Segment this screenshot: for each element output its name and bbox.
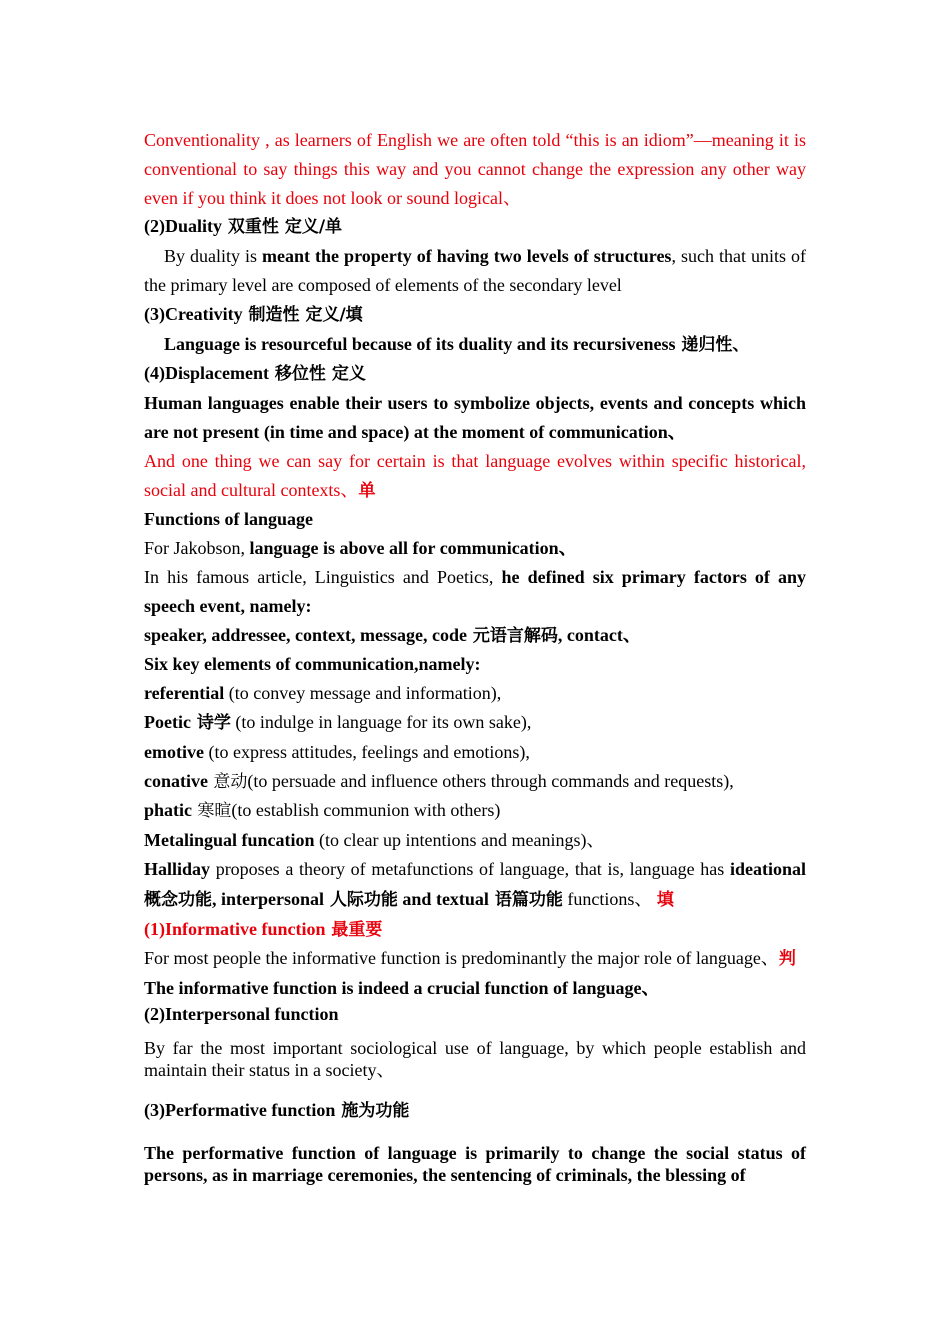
function-referential bbox=[144, 679, 806, 708]
referential-term: referential bbox=[144, 683, 225, 704]
performative-note: 施为功能 bbox=[335, 1100, 410, 1121]
function-metalingual bbox=[144, 826, 806, 855]
informative-text: For most people the informative function is predominantly the major role of language、 bbox=[144, 948, 779, 969]
displacement-definition: Human languages enable their users to symbolize objects, events and concepts which are not present (in time and space) at the moment of communication、 bbox=[144, 393, 806, 442]
informative-paragraph bbox=[144, 944, 806, 974]
duality-def-rest: , such that units of the primary level are composed of elements of the secondary level bbox=[144, 246, 806, 295]
halliday-interpersonal-note: 人际功能 bbox=[324, 889, 398, 910]
referential-desc: (to convey message and information), bbox=[224, 683, 502, 704]
informative-title: (1)Informative function bbox=[144, 918, 326, 939]
factors-line bbox=[144, 621, 806, 651]
halliday-textual-note: 语篇功能 bbox=[488, 889, 563, 910]
jakobson-lead: For Jakobson, bbox=[144, 538, 250, 559]
performative-paragraph: The performative function of language is primarily to change the social status of persons, as in marriage ceremonies, the sentencing of criminals, the blessing of bbox=[144, 1142, 806, 1185]
article-paragraph bbox=[144, 563, 806, 621]
metalingual-desc: (to clear up intentions and meanings)、 bbox=[314, 830, 605, 851]
informative-tag: 判 bbox=[778, 949, 796, 970]
halliday-ideational: ideational bbox=[729, 858, 806, 879]
function-phatic bbox=[144, 796, 806, 826]
conative-note: 意动 bbox=[207, 771, 248, 792]
emotive-term: emotive bbox=[144, 741, 204, 762]
conative-term: conative bbox=[144, 770, 208, 791]
performative-heading bbox=[144, 1099, 806, 1122]
displacement-heading bbox=[144, 359, 806, 389]
conventionality-paragraph: Conventionality , as learners of English we are often told “this is an idiom”—meaning it is conventional to say things this way and you cannot change the expression any other way even if you think it does not look or sound logical、 bbox=[144, 130, 806, 208]
function-emotive bbox=[144, 738, 806, 767]
creativity-note: 制造性 定义/填 bbox=[242, 304, 363, 325]
emotive-desc: (to express attitudes, feelings and emotions), bbox=[203, 741, 530, 762]
halliday-paragraph bbox=[144, 855, 806, 915]
informative-bold-statement: The informative function is indeed a crucial function of language、 bbox=[144, 978, 660, 999]
duality-definition bbox=[144, 242, 806, 300]
evolve-paragraph bbox=[144, 447, 806, 506]
creativity-def-note: 递归性、 bbox=[675, 334, 750, 355]
phatic-note: 寒暄 bbox=[192, 801, 232, 822]
performative-title: (3)Performative function bbox=[144, 1099, 336, 1120]
phatic-term: phatic bbox=[144, 800, 193, 821]
halliday-tail: functions、 bbox=[562, 888, 657, 909]
duality-title: (2)Duality bbox=[144, 216, 222, 237]
halliday-lead: proposes a theory of metafunctions of language, that is, language has bbox=[210, 858, 730, 879]
phatic-desc: (to establish communion with others) bbox=[231, 800, 501, 821]
function-poetic bbox=[144, 708, 806, 738]
document-page bbox=[144, 126, 806, 1186]
informative-note: 最重要 bbox=[325, 919, 383, 940]
halliday-textual: and textual bbox=[397, 888, 489, 909]
halliday-name: Halliday bbox=[144, 858, 211, 879]
displacement-title: (4)Displacement bbox=[144, 363, 269, 384]
evolve-text: And one thing we can say for certain is that language evolves within specific historical, social and cultural contexts、 bbox=[144, 450, 806, 500]
duality-def-bold: meant the property of having two levels of structures bbox=[262, 246, 672, 267]
interpersonal-heading: (2)Interpersonal function bbox=[144, 1003, 339, 1024]
creativity-heading bbox=[144, 300, 806, 330]
factors-a: speaker, addressee, context, message, code bbox=[144, 624, 467, 645]
halliday-ideational-note: 概念功能 bbox=[144, 889, 212, 910]
function-conative bbox=[144, 767, 806, 797]
halliday-tag: 填 bbox=[656, 889, 674, 910]
creativity-def-text: Language is resourceful because of its duality and its recursiveness bbox=[164, 333, 676, 354]
creativity-definition bbox=[144, 330, 806, 360]
duality-def-lead: By duality is bbox=[164, 246, 263, 267]
jakobson-paragraph bbox=[144, 534, 806, 563]
evolve-tag: 单 bbox=[358, 480, 376, 501]
halliday-interpersonal: , interpersonal bbox=[212, 888, 324, 909]
jakobson-bold: language is above all for communication、 bbox=[249, 538, 577, 559]
poetic-note: 诗学 bbox=[190, 712, 231, 733]
creativity-title: (3)Creativity bbox=[144, 303, 243, 324]
functions-heading: Functions of language bbox=[144, 509, 314, 530]
informative-heading bbox=[144, 915, 806, 945]
poetic-term: Poetic bbox=[144, 711, 191, 732]
factors-note: 元语言解码 bbox=[466, 625, 558, 646]
conative-desc: (to persuade and influence others through commands and requests), bbox=[247, 770, 734, 791]
interpersonal-paragraph: By far the most important sociological use of language, by which people establish and maintain their status in a society、 bbox=[144, 1037, 806, 1080]
factors-b: , contact、 bbox=[557, 624, 641, 645]
poetic-desc: (to indulge in language for its own sake), bbox=[230, 711, 532, 732]
displacement-note: 移位性 定义 bbox=[268, 364, 366, 385]
duality-heading bbox=[144, 212, 806, 242]
article-bold: he defined six primary factors of any speech event, namely: bbox=[144, 566, 807, 616]
metalingual-term: Metalingual funcation bbox=[144, 830, 315, 851]
duality-note: 双重性 定义/单 bbox=[222, 217, 343, 238]
article-lead: In his famous article, Linguistics and Poetics, bbox=[144, 566, 502, 587]
six-key-heading: Six key elements of communication,namely: bbox=[144, 654, 481, 675]
